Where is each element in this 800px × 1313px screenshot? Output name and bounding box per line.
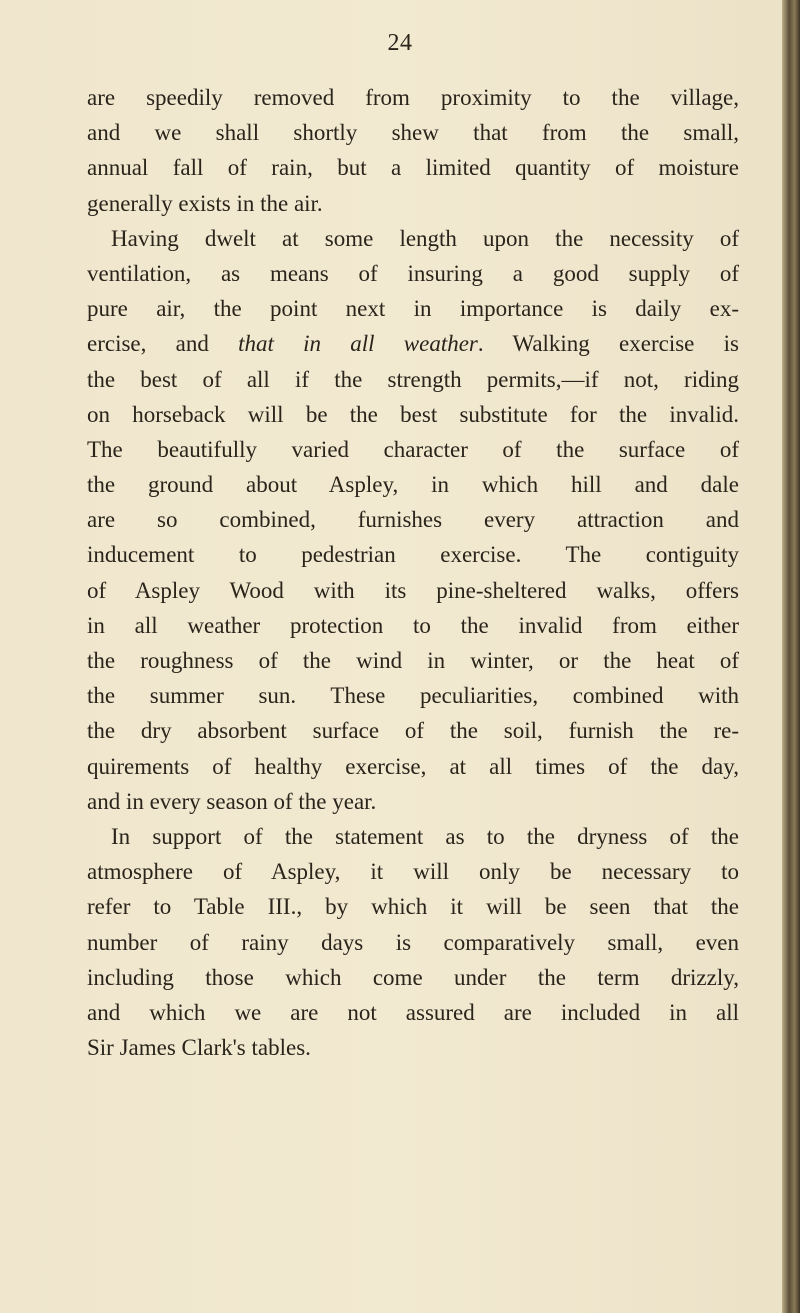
text-line: Having dwelt at some length upon the necessity of: [111, 225, 739, 251]
text-line: and in every season of the year.: [87, 788, 377, 814]
text-line: refer to Table III., by which it will be seen that the: [87, 894, 739, 920]
text-line: the roughness of the wind in winter, or the heat of: [87, 648, 739, 673]
text-line: the summer sun. These peculiarities, combined with: [87, 683, 739, 709]
text-line: and we shall shortly shew that from the small,: [87, 120, 739, 146]
text-line: generally exists in the air.: [87, 190, 323, 216]
text-line: the dry absorbent surface of the soil, furnish the re-: [87, 718, 739, 744]
text-line: inducement to pedestrian exercise. The contiguity: [87, 542, 739, 568]
text-line: are so combined, furnishes every attraction and: [87, 507, 739, 533]
text-line: on horseback will be the best substitute for the invalid.: [87, 401, 739, 427]
paragraph: [87, 819, 739, 1065]
text-line: in all weather protection to the invalid from either: [87, 612, 739, 638]
text-line: are speedily removed from proximity to the village,: [87, 85, 739, 110]
page-edge-shadow: [782, 0, 800, 1313]
text-line: atmosphere of Aspley, it will only be necessary to: [87, 859, 739, 885]
page-number: 24: [387, 30, 413, 56]
text-line: annual fall of rain, but a limited quantity of moisture: [87, 155, 739, 181]
text-line: including those which come under the term drizzly,: [87, 964, 739, 990]
text-line: the best of all if the strength permits,—if not, riding: [87, 366, 739, 392]
text-line: ventilation, as means of insuring a good supply of: [87, 260, 739, 286]
text-line: The beautifully varied character of the surface of: [87, 436, 739, 462]
body-text: [87, 80, 739, 1065]
paragraph: [87, 80, 739, 221]
paragraph: [87, 221, 739, 819]
text-line: [87, 326, 739, 361]
text-run: ercise, and: [87, 331, 239, 357]
text-line: number of rainy days is comparatively small, even: [87, 929, 739, 955]
italic-text-run: that in all weather: [238, 331, 478, 357]
text-line: and which we are not assured are included in all: [87, 999, 739, 1025]
text-line: In support of the statement as to the dryness of the: [111, 823, 739, 849]
text-line: the ground about Aspley, in which hill and dale: [87, 472, 739, 498]
text-line: Sir James Clark's tables.: [87, 1035, 311, 1061]
text-line: of Aspley Wood with its pine-sheltered walks, offers: [87, 577, 739, 603]
text-line: quirements of healthy exercise, at all times of the day,: [87, 753, 739, 779]
text-run: . Walking exercise is: [477, 331, 739, 357]
text-line: pure air, the point next in importance is daily ex-: [87, 296, 739, 322]
